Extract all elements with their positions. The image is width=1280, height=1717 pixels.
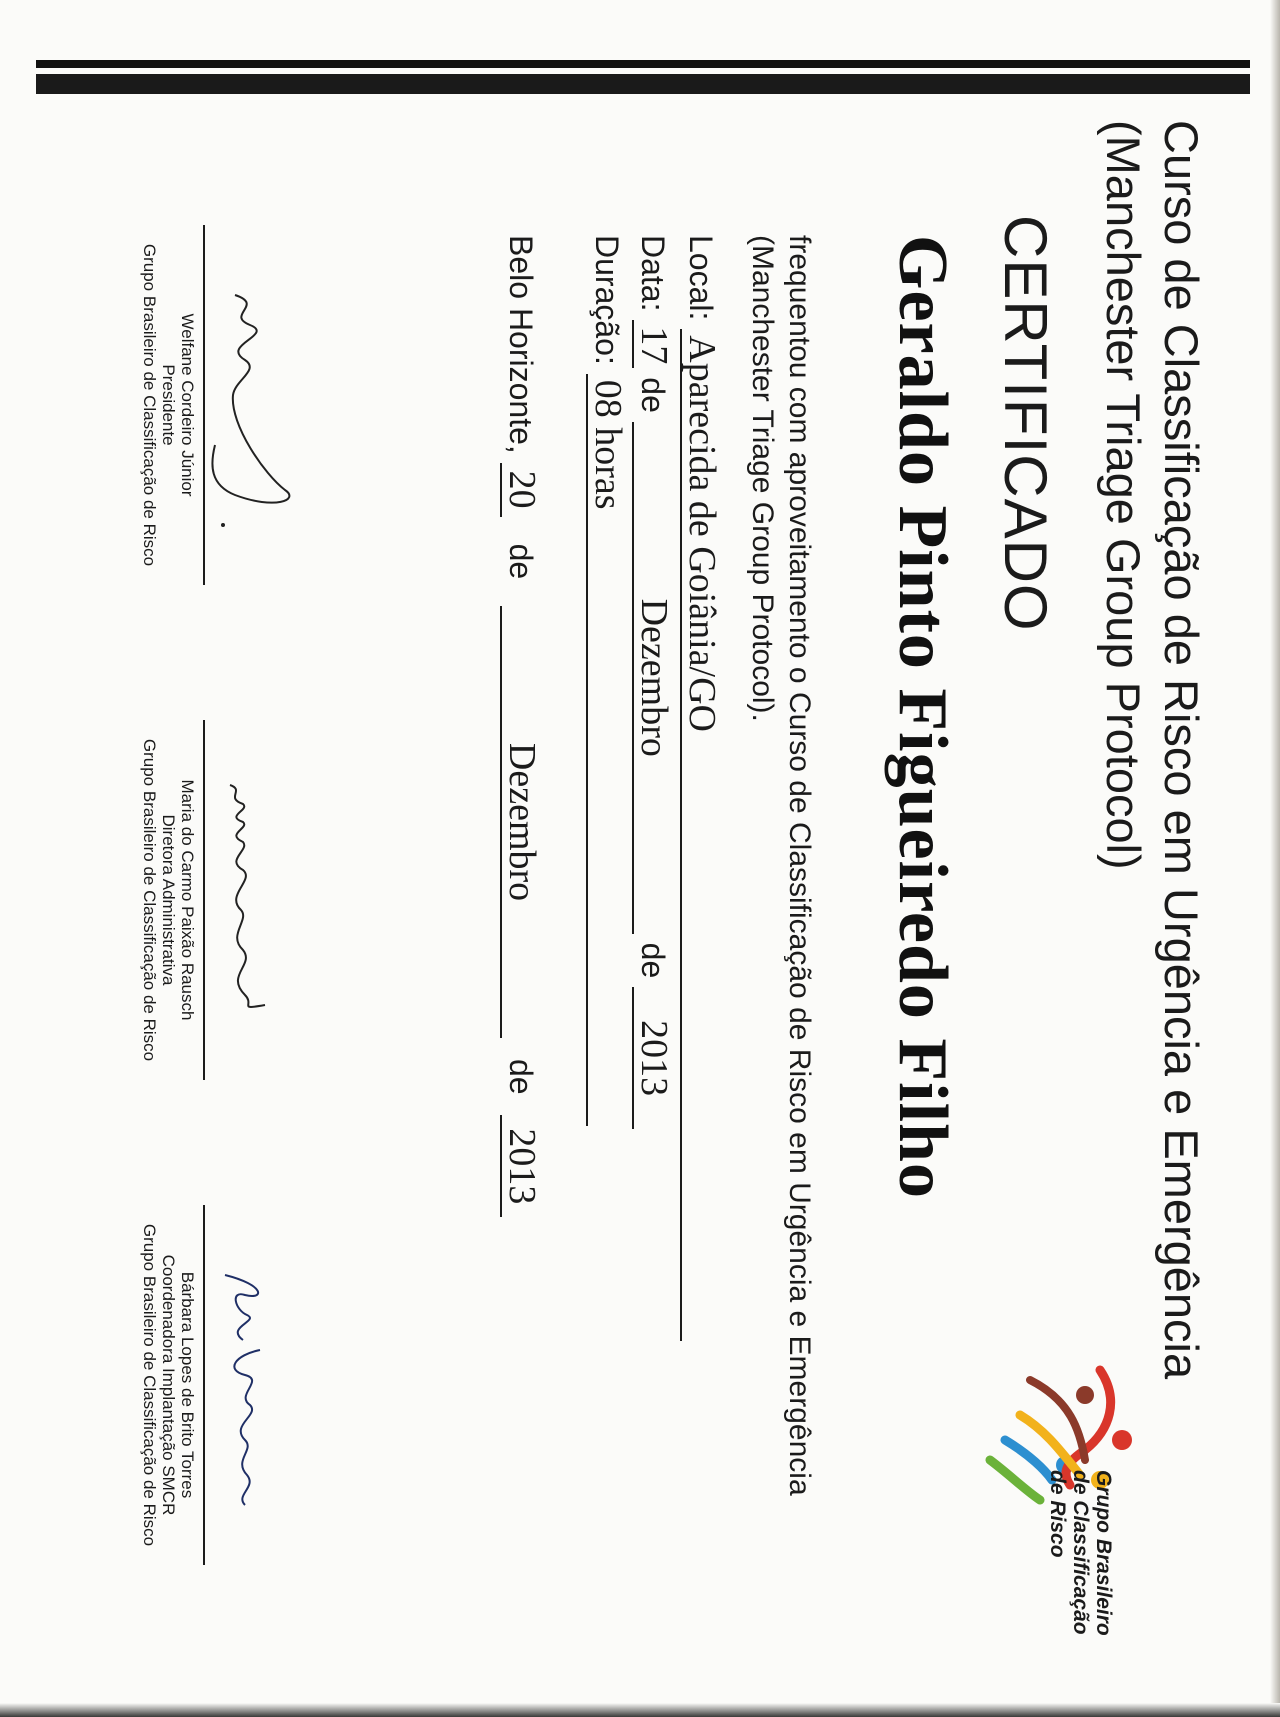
local-value: Aparecida de Goiânia/GO [680, 329, 722, 1341]
local-label: Local: [683, 235, 719, 321]
logo-dot-red [1112, 1430, 1132, 1450]
signer-org-1: Grupo Brasileiro de Classificação de Risco [140, 243, 159, 567]
signature-line-3 [203, 1205, 205, 1565]
signer-role-1: Presidente [159, 364, 178, 446]
signer-role-2: Diretora Administrativa [159, 814, 178, 986]
signature-line-1 [203, 225, 205, 585]
signer-org-2: Grupo Brasileiro de Classificação de Risco [140, 738, 159, 1062]
signer-name-3: Bárbara Lopes de Brito Torres [178, 1271, 197, 1499]
date-row [632, 235, 674, 1129]
logo-dot-brown [1076, 1386, 1094, 1404]
issue-de-1: de [503, 543, 539, 580]
date-de-1: de [635, 377, 671, 413]
handwritten-signature-2 [205, 770, 305, 1030]
signature-line-2 [203, 720, 205, 1080]
date-year: 2013 [632, 987, 674, 1129]
date-de-2: de [635, 942, 671, 979]
local-row [680, 235, 722, 1341]
handwritten-signature-3 [205, 1255, 305, 1515]
certificate-title: CERTIFICADO [992, 215, 1059, 632]
duration-label: Duração: [589, 235, 625, 365]
signer-org-3: Grupo Brasileiro de Classificação de Risco [140, 1223, 159, 1547]
date-month: Dezembro [632, 422, 674, 934]
course-subtitle: (Manchester Triage Group Protocol) [1097, 120, 1150, 870]
issue-date-row [500, 235, 542, 1217]
date-label: Data: [635, 235, 671, 312]
statement-line-1: frequentou com aproveitamento o Curso de Classificação de Risco em Urgência e Emergência [783, 235, 816, 1496]
issue-de-2: de [503, 1058, 539, 1095]
signer-name-2: Maria do Carmo Paixão Rausch [178, 779, 197, 1021]
issue-month: Dezembro [500, 606, 542, 1038]
certificate-statement [744, 235, 818, 1496]
logo-text-line-2: de Classificação [1069, 1470, 1092, 1635]
issue-day: 20 [500, 463, 542, 517]
logo-text [1046, 1470, 1115, 1636]
course-heading [1094, 120, 1210, 1520]
signer-name-1: Welfane Cordeiro Júnior [178, 313, 197, 497]
logo-text-line-1: Grupo Brasileiro [1092, 1470, 1115, 1636]
issue-city: Belo Horizonte, [503, 235, 539, 454]
statement-line-2: (Manchester Triage Group Protocol). [746, 235, 779, 722]
duration-row [586, 235, 628, 1126]
date-day: 17 [632, 320, 674, 368]
issue-year: 2013 [500, 1115, 542, 1217]
logo-text-line-3: de Risco [1046, 1470, 1069, 1558]
duration-value: 08 horas [586, 374, 628, 1126]
handwritten-signature-1 [205, 275, 305, 535]
signer-role-3: Coordenadora Implantação SMCR [159, 1254, 178, 1516]
recipient-name: Geraldo Pinto Figueiredo Filho [884, 235, 961, 1199]
course-title: Curso de Classificação de Risco em Urgência e Emergência [1155, 120, 1208, 1380]
